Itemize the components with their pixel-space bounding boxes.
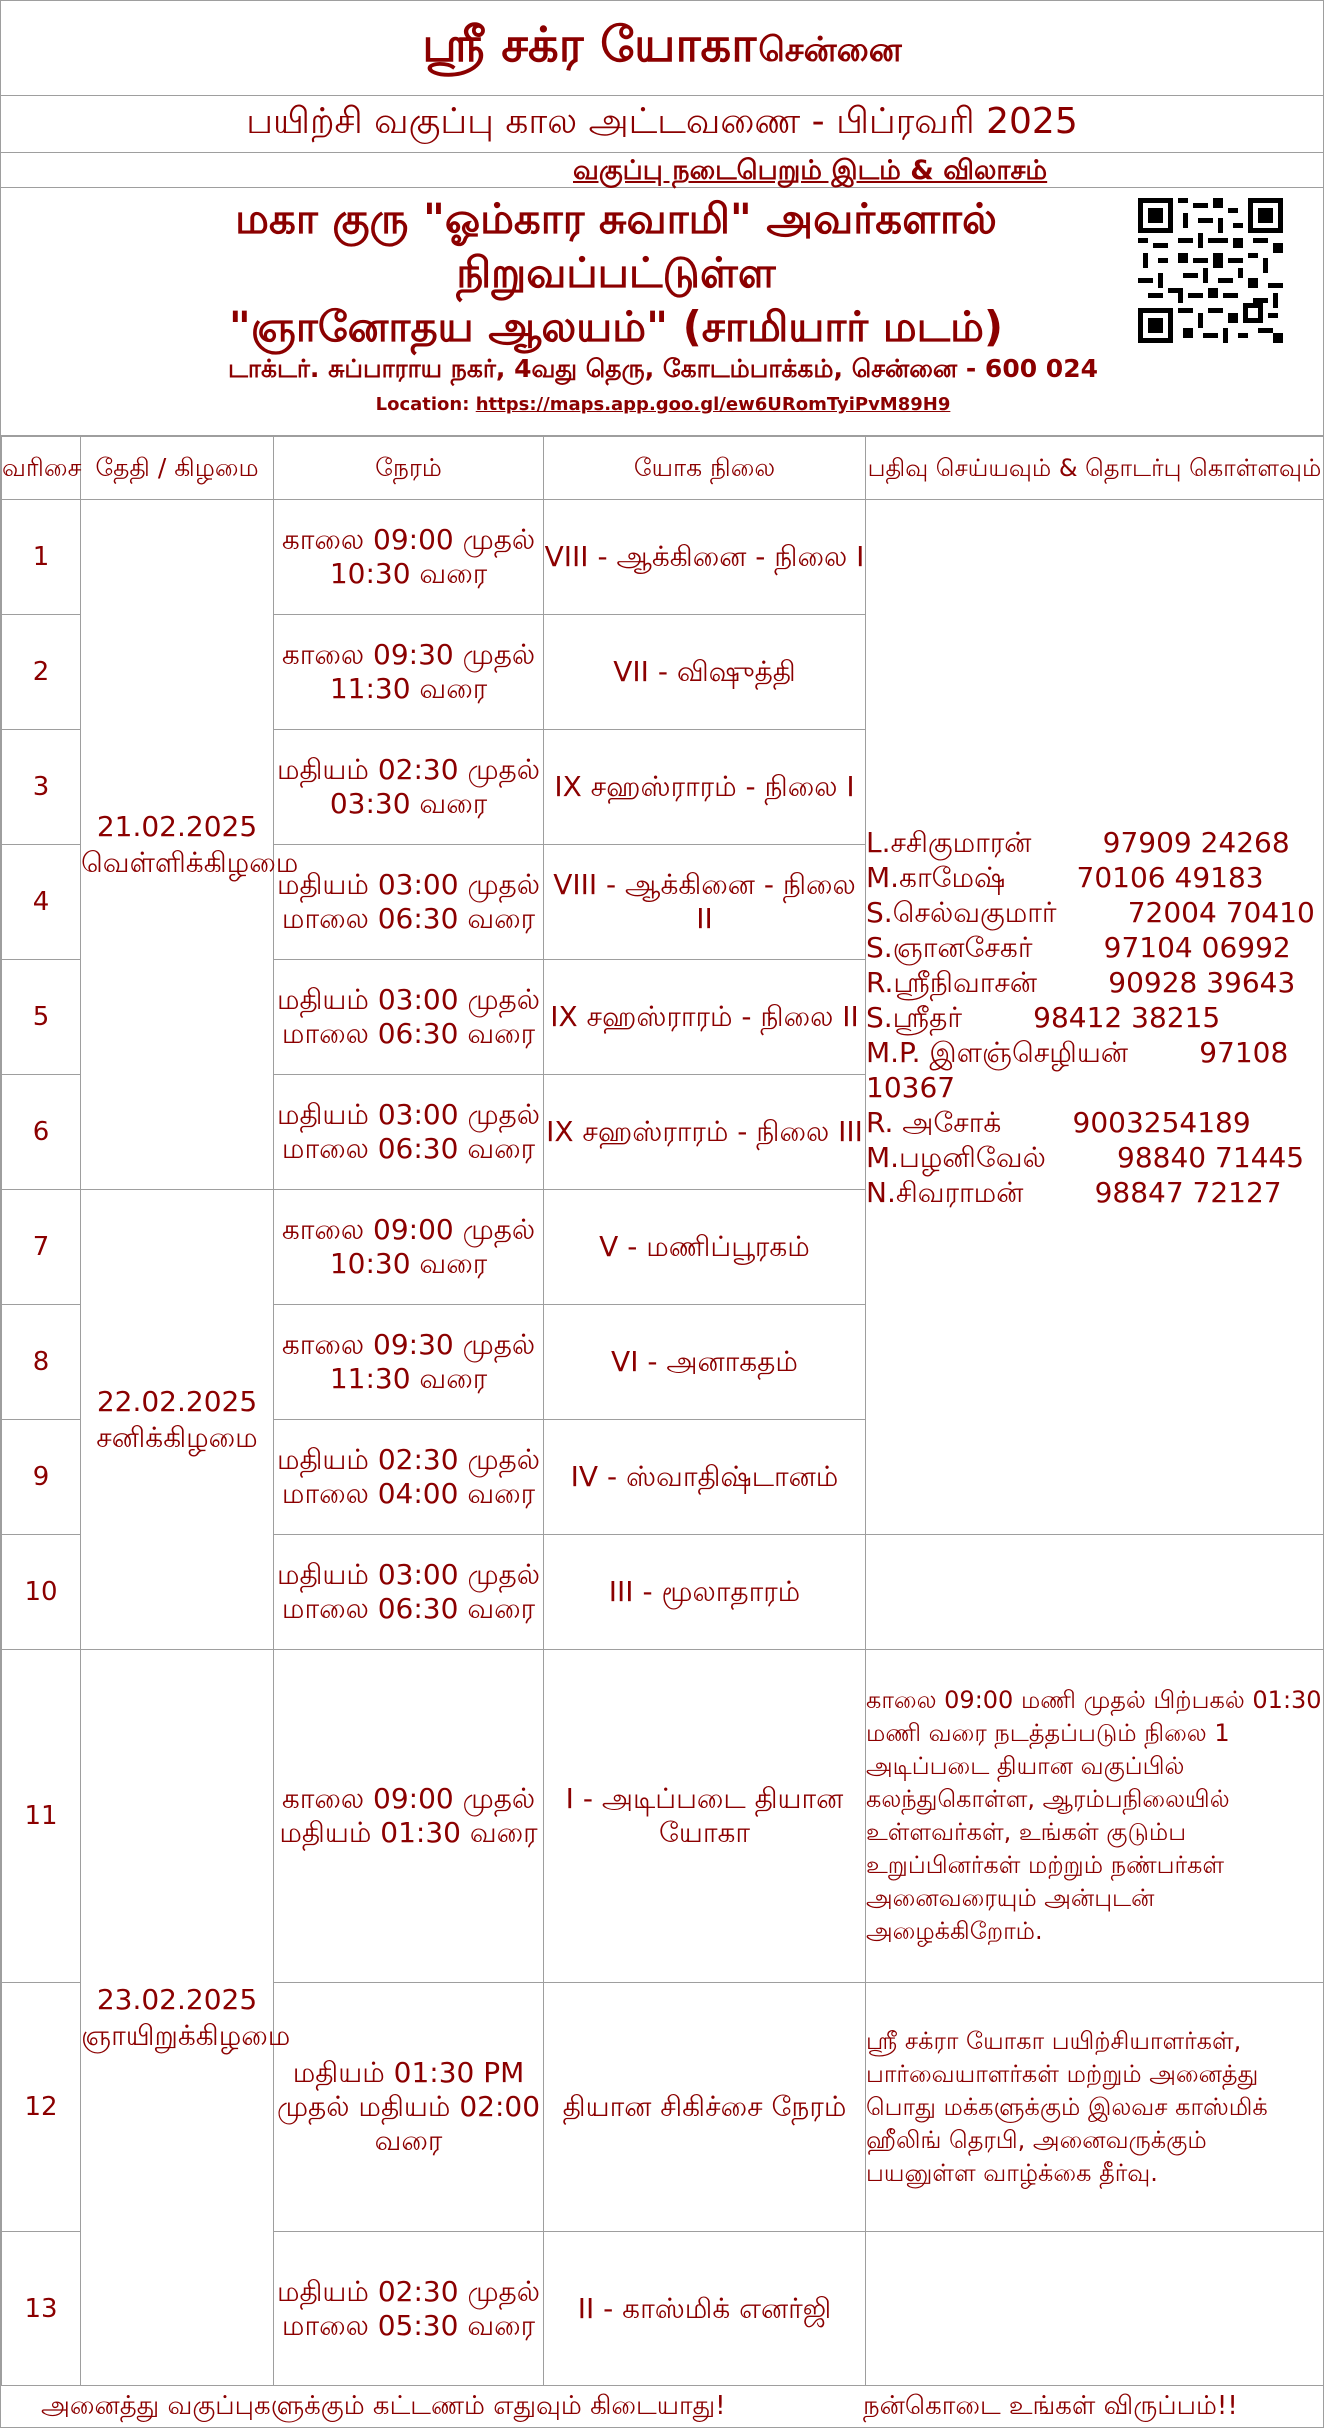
- contact-phone: 98840 71445: [1117, 1140, 1305, 1174]
- level-cell: VIII - ஆக்கினை - நிலை I: [544, 500, 866, 615]
- row-number: 11: [2, 1650, 81, 1983]
- contact-list: [866, 500, 1324, 1535]
- date-cell: [81, 1650, 291, 2386]
- location-line: [1, 394, 1324, 415]
- healing-note: ஸ்ரீ சக்ரா யோகா பயிற்சியாளர்கள், பார்வையாளர்கள் மற்றும் அனைத்து பொது மக்களுக்கும் இலவச காஸ்மிக் ஹீலிங் தெரபி, அனைவருக்கும் பயனுள்ள வாழ்க்கை தீர்வு.: [866, 1983, 1324, 2232]
- header-contact: பதிவு செய்யவும் & தொடர்பு கொள்ளவும்: [866, 437, 1324, 500]
- row-number: 1: [2, 500, 81, 615]
- date-value: 23.02.2025: [96, 1982, 258, 2016]
- contact-phone: 9003254189: [1072, 1105, 1251, 1139]
- schedule-table: [1, 436, 1324, 2386]
- level-cell: IV - ஸ்வாதிஷ்டானம்: [544, 1420, 866, 1535]
- contact-item: [866, 930, 1323, 965]
- guru-line-2: நிறுவப்பட்டுள்ள: [456, 248, 776, 297]
- time-cell: மதியம் 03:00 முதல் மாலை 06:30 வரை: [274, 960, 544, 1075]
- date-value: 22.02.2025: [96, 1384, 258, 1418]
- contact-phone: 97108 10367: [866, 1035, 1298, 1104]
- contact-name: S.செல்வகுமார்: [866, 895, 1057, 929]
- row-number: 3: [2, 730, 81, 845]
- contact-item: [866, 1175, 1323, 1210]
- contact-item: [866, 1140, 1323, 1175]
- contact-name: L.சசிகுமாரன்: [866, 825, 1032, 859]
- level-cell: VI - அனாகதம்: [544, 1305, 866, 1420]
- day-value: ஞாயிறுக்கிழமை: [81, 2018, 291, 2052]
- time-cell: காலை 09:00 முதல் மதியம் 01:30 வரை: [274, 1650, 544, 1983]
- contact-phone: 98847 72127: [1094, 1175, 1282, 1209]
- footer: [1, 2389, 1323, 2427]
- footer-free-note: அனைத்து வகுப்புகளுக்கும் கட்டணம் எதுவும் கிடையாது!: [41, 2391, 726, 2421]
- brand-title: ஸ்ரீ சக்ர யோகா: [422, 17, 757, 73]
- contact-name: S.ஞானசேகர்: [866, 930, 1033, 964]
- table-row: [2, 500, 1324, 615]
- class-invite-note: காலை 09:00 மணி முதல் பிற்பகல் 01:30 மணி வரை நடத்தப்படும் நிலை 1 அடிப்படை தியான வகுப்பில் கலந்துகொள்ள, ஆரம்பநிலையில் உள்ளவர்கள், உங்கள் குடும்ப உறுப்பினர்கள் மற்றும் நண்பர்கள் அனைவரையும் அன்புடன் அழைக்கிறோம்.: [866, 1650, 1324, 1983]
- row-number: 2: [2, 615, 81, 730]
- date-cell: [81, 500, 299, 1190]
- contact-name: S.ஸ்ரீதர்: [866, 1000, 962, 1034]
- row-number: 6: [2, 1075, 81, 1190]
- contact-name: R.ஸ்ரீநிவாசன்: [866, 965, 1038, 999]
- contact-phone: 97909 24268: [1102, 825, 1290, 859]
- qr-code-icon[interactable]: [1138, 198, 1283, 343]
- level-cell: VIII - ஆக்கினை - நிலை II: [544, 845, 866, 960]
- level-cell: III - மூலாதாரம்: [544, 1535, 866, 1650]
- date-value: 21.02.2025: [96, 809, 258, 843]
- guru-heading: [101, 192, 1131, 354]
- row-number: 10: [2, 1535, 81, 1650]
- time-cell: மதியம் 02:30 முதல் மாலை 04:00 வரை: [274, 1420, 544, 1535]
- time-cell: மதியம் 02:30 முதல் 03:30 வரை: [274, 730, 544, 845]
- brand-city: சென்னை: [758, 30, 902, 70]
- row-number: 12: [2, 1983, 81, 2232]
- guru-line-3: "ஞானோதய ஆலயம்" (சாமியார் மடம்): [228, 302, 1004, 351]
- contact-name: M.காமேஷ்: [866, 860, 1006, 894]
- time-cell: காலை 09:00 முதல் 10:30 வரை: [274, 500, 544, 615]
- venue-address: டாக்டர். சுப்பாராய நகர், 4வது தெரு, கோடம்பாக்கம், சென்னை - 600 024: [228, 354, 1098, 383]
- contact-phone: 90928 39643: [1108, 965, 1296, 999]
- venue-block: [1, 188, 1323, 436]
- contact-name: M.P. இளஞ்செழியன்: [866, 1035, 1128, 1069]
- level-cell: IX சஹஸ்ராரம் - நிலை I: [544, 730, 866, 845]
- table-row: [2, 1650, 1324, 1983]
- row-number: 4: [2, 845, 81, 960]
- contact-phone: 98412 38215: [1033, 1000, 1221, 1034]
- contact-item: [866, 1105, 1323, 1140]
- time-cell: மதியம் 03:00 முதல் மாலை 06:30 வரை: [274, 1535, 544, 1650]
- level-cell: VII - விஷுத்தி: [544, 615, 866, 730]
- contact-name: R. அசோக்: [866, 1105, 1002, 1139]
- level-cell: IX சஹஸ்ராரம் - நிலை III: [544, 1075, 866, 1190]
- level-cell: V - மணிப்பூரகம்: [544, 1190, 866, 1305]
- time-cell: காலை 09:00 முதல் 10:30 வரை: [274, 1190, 544, 1305]
- empty-cell: [866, 2232, 1324, 2386]
- level-cell: II - காஸ்மிக் எனர்ஜி: [544, 2232, 866, 2386]
- contact-name: M.பழனிவேல்: [866, 1140, 1046, 1174]
- table-header-row: [2, 437, 1324, 500]
- contact-name: N.சிவராமன்: [866, 1175, 1024, 1209]
- location-label: Location:: [375, 394, 470, 415]
- header-serial: வரிசை: [2, 437, 81, 500]
- day-value: சனிக்கிழமை: [96, 1420, 258, 1454]
- level-cell: IX சஹஸ்ராரம் - நிலை II: [544, 960, 866, 1075]
- row-number: 9: [2, 1420, 81, 1535]
- contact-item: [866, 965, 1323, 1000]
- contact-phone: 97104 06992: [1103, 930, 1291, 964]
- header-level: யோக நிலை: [544, 437, 866, 500]
- row-number: 5: [2, 960, 81, 1075]
- level-cell: I - அடிப்படை தியான யோகா: [544, 1650, 866, 1983]
- schedule-subtitle: பயிற்சி வகுப்பு கால அட்டவணை - பிப்ரவரி 2025: [1, 96, 1323, 153]
- header-date: தேதி / கிழமை: [81, 437, 274, 500]
- day-value: வெள்ளிக்கிழமை: [81, 845, 299, 879]
- contact-item: [866, 825, 1323, 860]
- time-cell: மதியம் 03:00 முதல் மாலை 06:30 வரை: [274, 845, 544, 960]
- venue-label: வகுப்பு நடைபெறும் இடம் & விலாசம்: [573, 155, 1048, 186]
- time-cell: காலை 09:30 முதல் 11:30 வரை: [274, 1305, 544, 1420]
- time-cell: மதியம் 01:30 PM முதல் மதியம் 02:00 வரை: [274, 1983, 544, 2232]
- footer-donation-note: நன்கொடை உங்கள் விருப்பம்!!: [863, 2391, 1238, 2421]
- empty-cell: [866, 1535, 1324, 1650]
- date-cell: [81, 1190, 274, 1650]
- row-number: 13: [2, 2232, 81, 2386]
- contact-item: [866, 895, 1323, 930]
- contact-phone: 70106 49183: [1076, 860, 1264, 894]
- contact-phone: 72004 70410: [1127, 895, 1315, 929]
- level-cell: தியான சிகிச்சை நேரம்: [544, 1983, 866, 2232]
- location-link[interactable]: https://maps.app.goo.gl/ew6URomTyiPvM89H9: [475, 394, 951, 415]
- row-number: 8: [2, 1305, 81, 1420]
- guru-line-1: மகா குரு "ஓம்கார சுவாமி" அவர்களால்: [235, 194, 997, 243]
- time-cell: மதியம் 03:00 முதல் மாலை 06:30 வரை: [274, 1075, 544, 1190]
- venue-row: [1, 153, 1323, 188]
- row-number: 7: [2, 1190, 81, 1305]
- header-time: நேரம்: [274, 437, 544, 500]
- time-cell: மதியம் 02:30 முதல் மாலை 05:30 வரை: [274, 2232, 544, 2386]
- contact-item: [866, 860, 1323, 895]
- contact-item: [866, 1000, 1323, 1035]
- time-cell: காலை 09:30 முதல் 11:30 வரை: [274, 615, 544, 730]
- contact-item: [866, 1035, 1323, 1105]
- brand-header: [1, 1, 1323, 96]
